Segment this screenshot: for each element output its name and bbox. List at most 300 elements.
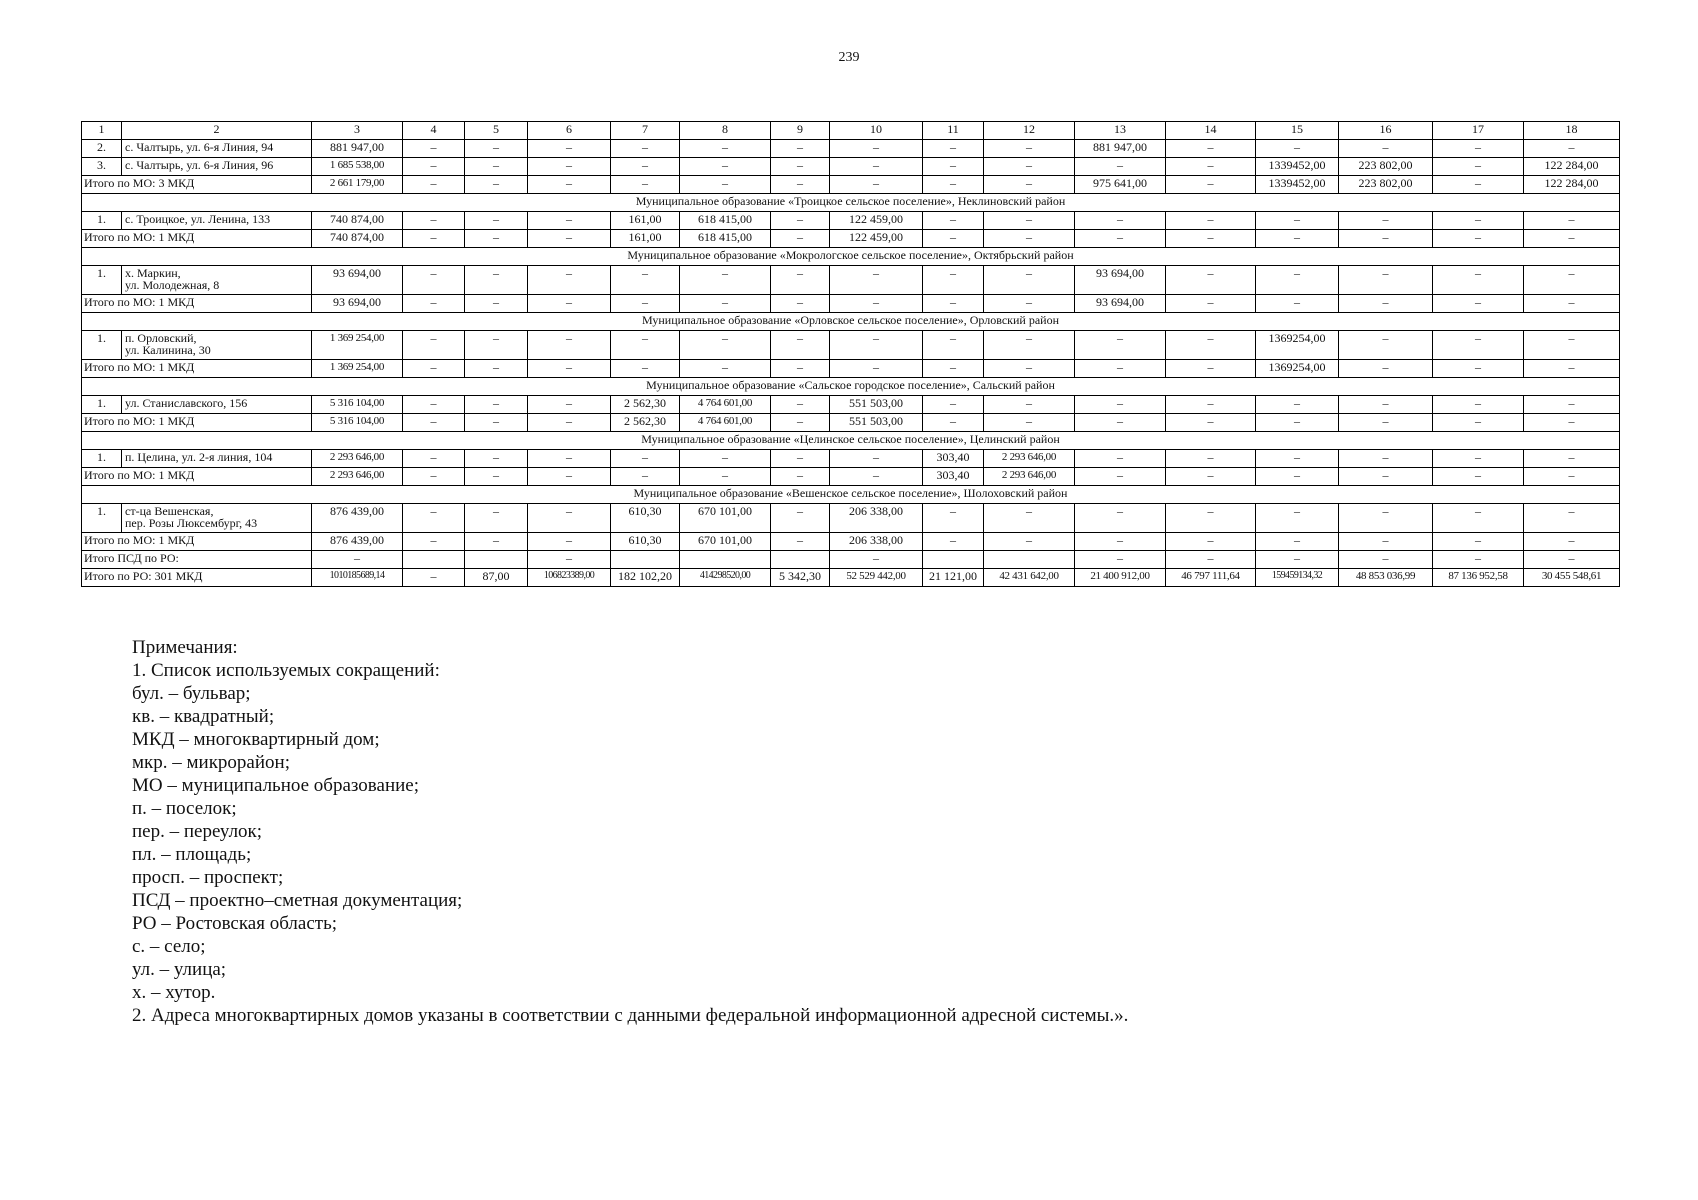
total-row (82, 569, 1620, 587)
value-cell: 610,30 (611, 504, 680, 533)
section-title: Муниципальное образование «Троицкое сельское поселение», Неклиновский район (82, 194, 1620, 212)
value-cell: – (403, 396, 465, 414)
value-cell: – (528, 468, 611, 486)
address-cell: с. Троицкое, ул. Ленина, 133 (122, 212, 312, 230)
note-line: кв. – квадратный; (132, 706, 275, 727)
value-cell: – (611, 140, 680, 158)
value-cell: 182 102,20 (611, 569, 680, 587)
value-cell: – (528, 176, 611, 194)
value-cell: 2 293 646,00 (984, 468, 1075, 486)
value-cell: – (1256, 212, 1339, 230)
note-line: х. – хутор. (132, 982, 216, 1003)
value-cell: – (1256, 533, 1339, 551)
value-cell: – (680, 176, 771, 194)
value-cell: 122 459,00 (830, 230, 923, 248)
value-cell: – (680, 158, 771, 176)
row-number: 1. (82, 504, 122, 533)
value-cell: – (528, 295, 611, 313)
value-cell: 5 316 104,00 (312, 396, 403, 414)
value-cell: – (1075, 533, 1166, 551)
value-cell: – (528, 360, 611, 378)
value-cell: – (923, 533, 984, 551)
table-row (82, 266, 1620, 295)
header-cell: 17 (1433, 122, 1524, 140)
row-number: 1. (82, 212, 122, 230)
value-cell: – (680, 450, 771, 468)
note-line: ул. – улица; (132, 959, 227, 980)
value-cell: 2 293 646,00 (312, 450, 403, 468)
value-cell: – (1075, 212, 1166, 230)
value-cell: – (1256, 504, 1339, 533)
page-number: 239 (838, 50, 860, 65)
value-cell: – (1166, 360, 1256, 378)
value-cell: 740 874,00 (312, 230, 403, 248)
value-cell: – (611, 158, 680, 176)
value-cell: 1 369 254,00 (312, 331, 403, 360)
value-cell: 2 562,30 (611, 396, 680, 414)
total-label: Итого по МО: 1 МКД (82, 468, 312, 486)
value-cell: – (1256, 414, 1339, 432)
value-cell: 670 101,00 (680, 504, 771, 533)
row-number: 1. (82, 396, 122, 414)
value-cell: – (465, 230, 528, 248)
header-cell: 2 (122, 122, 312, 140)
value-cell: 303,40 (923, 450, 984, 468)
row-number: 1. (82, 450, 122, 468)
value-cell: – (771, 468, 830, 486)
value-cell: – (771, 295, 830, 313)
value-cell: – (1075, 396, 1166, 414)
value-cell: 223 802,00 (1339, 176, 1433, 194)
value-cell: – (680, 266, 771, 295)
value-cell: 122 284,00 (1524, 176, 1620, 194)
table-row (82, 450, 1620, 468)
value-cell: – (1524, 468, 1620, 486)
value-cell: – (611, 331, 680, 360)
value-cell: – (528, 551, 611, 569)
value-cell: 21 400 912,00 (1075, 569, 1166, 587)
total-label: Итого по МО: 3 МКД (82, 176, 312, 194)
value-cell: – (1166, 158, 1256, 176)
total-row (82, 551, 1620, 569)
value-cell (611, 551, 680, 569)
total-label: Итого по МО: 1 МКД (82, 230, 312, 248)
value-cell: 551 503,00 (830, 414, 923, 432)
value-cell: – (1075, 551, 1166, 569)
value-cell: 2 562,30 (611, 414, 680, 432)
value-cell: – (528, 396, 611, 414)
value-cell: 93 694,00 (1075, 295, 1166, 313)
header-cell: 8 (680, 122, 771, 140)
value-cell: 5 342,30 (771, 569, 830, 587)
section-title: Муниципальное образование «Орловское сельское поселение», Орловский район (82, 313, 1620, 331)
section-row (82, 194, 1620, 212)
value-cell: – (771, 450, 830, 468)
section-row (82, 248, 1620, 266)
value-cell: 975 641,00 (1075, 176, 1166, 194)
note-line: пл. – площадь; (132, 844, 252, 865)
value-cell: – (1433, 158, 1524, 176)
notes-section (132, 636, 1632, 1027)
value-cell: 1369254,00 (1256, 331, 1339, 360)
value-cell: 48 853 036,99 (1339, 569, 1433, 587)
value-cell: – (680, 360, 771, 378)
value-cell: 206 338,00 (830, 533, 923, 551)
header-cell: 9 (771, 122, 830, 140)
value-cell: – (528, 331, 611, 360)
value-cell (771, 551, 830, 569)
section-title: Муниципальное образование «Целинское сельское поселение», Целинский район (82, 432, 1620, 450)
value-cell: 670 101,00 (680, 533, 771, 551)
value-cell: – (830, 450, 923, 468)
total-row (82, 360, 1620, 378)
value-cell: 93 694,00 (1075, 266, 1166, 295)
value-cell: – (1524, 360, 1620, 378)
header-cell: 6 (528, 122, 611, 140)
value-cell: – (1256, 450, 1339, 468)
value-cell: – (1256, 396, 1339, 414)
value-cell: – (1433, 360, 1524, 378)
value-cell: – (771, 331, 830, 360)
value-cell: – (984, 533, 1075, 551)
value-cell: 87 136 952,58 (1433, 569, 1524, 587)
value-cell: – (403, 158, 465, 176)
value-cell: – (1075, 158, 1166, 176)
value-cell: – (1256, 266, 1339, 295)
value-cell: 4 764 601,00 (680, 414, 771, 432)
header-cell: 18 (1524, 122, 1620, 140)
address-cell: х. Маркин, ул. Молодежная, 8 (122, 266, 312, 295)
total-label: Итого по МО: 1 МКД (82, 414, 312, 432)
value-cell: – (830, 360, 923, 378)
value-cell: – (528, 266, 611, 295)
value-cell: – (1524, 396, 1620, 414)
value-cell: – (1524, 533, 1620, 551)
value-cell (680, 551, 771, 569)
header-cell: 1 (82, 122, 122, 140)
value-cell: – (830, 176, 923, 194)
value-cell: – (403, 569, 465, 587)
total-row (82, 295, 1620, 313)
value-cell: – (465, 450, 528, 468)
value-cell: – (984, 360, 1075, 378)
value-cell: – (611, 266, 680, 295)
value-cell: – (1524, 295, 1620, 313)
value-cell: 5 316 104,00 (312, 414, 403, 432)
address-cell: п. Целина, ул. 2-я линия, 104 (122, 450, 312, 468)
value-cell: – (1433, 176, 1524, 194)
value-cell: – (465, 468, 528, 486)
header-cell: 13 (1075, 122, 1166, 140)
header-cell: 7 (611, 122, 680, 140)
value-cell: – (1166, 230, 1256, 248)
value-cell: – (1339, 331, 1433, 360)
value-cell: – (1524, 331, 1620, 360)
value-cell: 2 293 646,00 (984, 450, 1075, 468)
section-row (82, 313, 1620, 331)
table-header-row (82, 122, 1620, 140)
value-cell: – (1339, 266, 1433, 295)
value-cell: – (1339, 212, 1433, 230)
value-cell: – (1339, 140, 1433, 158)
value-cell: 2 661 179,00 (312, 176, 403, 194)
value-cell: – (1075, 230, 1166, 248)
value-cell: – (611, 176, 680, 194)
value-cell: – (1166, 551, 1256, 569)
value-cell: – (1433, 468, 1524, 486)
value-cell: – (1524, 140, 1620, 158)
note-line: п. – поселок; (132, 798, 237, 819)
value-cell: – (1166, 414, 1256, 432)
value-cell: – (830, 140, 923, 158)
value-cell: 551 503,00 (830, 396, 923, 414)
value-cell: – (771, 158, 830, 176)
value-cell: – (528, 158, 611, 176)
value-cell: 93 694,00 (312, 295, 403, 313)
value-cell: – (403, 140, 465, 158)
value-cell: 93 694,00 (312, 266, 403, 295)
value-cell: – (1166, 176, 1256, 194)
data-table (81, 121, 1620, 587)
value-cell: – (771, 176, 830, 194)
header-cell: 11 (923, 122, 984, 140)
value-cell: – (1433, 504, 1524, 533)
value-cell: – (1339, 360, 1433, 378)
total-label: Итого по РО: 301 МКД (82, 569, 312, 587)
value-cell: – (830, 158, 923, 176)
table-row (82, 140, 1620, 158)
value-cell: – (923, 230, 984, 248)
value-cell: – (1166, 266, 1256, 295)
value-cell: – (1256, 551, 1339, 569)
value-cell: – (1339, 533, 1433, 551)
value-cell: 303,40 (923, 468, 984, 486)
table-row (82, 331, 1620, 360)
value-cell: – (984, 230, 1075, 248)
value-cell: – (1339, 551, 1433, 569)
value-cell: 87,00 (465, 569, 528, 587)
note-line: с. – село; (132, 936, 206, 957)
total-label: Итого ПСД по РО: (82, 551, 312, 569)
value-cell: – (1166, 212, 1256, 230)
value-cell: 876 439,00 (312, 504, 403, 533)
value-cell: – (1524, 266, 1620, 295)
value-cell: – (1433, 212, 1524, 230)
value-cell: – (984, 295, 1075, 313)
value-cell: 122 459,00 (830, 212, 923, 230)
value-cell: – (984, 140, 1075, 158)
value-cell: – (465, 212, 528, 230)
value-cell: 2 293 646,00 (312, 468, 403, 486)
value-cell: 618 415,00 (680, 212, 771, 230)
value-cell: – (465, 140, 528, 158)
value-cell: – (984, 504, 1075, 533)
value-cell: – (465, 414, 528, 432)
value-cell: – (923, 396, 984, 414)
value-cell: 159459134,32 (1256, 569, 1339, 587)
value-cell: – (528, 414, 611, 432)
value-cell: – (1256, 468, 1339, 486)
value-cell: 161,00 (611, 212, 680, 230)
value-cell: – (830, 331, 923, 360)
value-cell (923, 551, 984, 569)
value-cell: – (1075, 414, 1166, 432)
value-cell: – (1166, 468, 1256, 486)
value-cell: – (1075, 504, 1166, 533)
value-cell: – (1524, 450, 1620, 468)
total-label: Итого по МО: 1 МКД (82, 533, 312, 551)
value-cell: – (984, 158, 1075, 176)
value-cell: 876 439,00 (312, 533, 403, 551)
value-cell: – (1075, 331, 1166, 360)
value-cell: – (1339, 468, 1433, 486)
value-cell: – (984, 414, 1075, 432)
value-cell: – (1433, 230, 1524, 248)
value-cell: – (1524, 414, 1620, 432)
value-cell: – (1433, 414, 1524, 432)
table-body (82, 122, 1620, 587)
value-cell: 1339452,00 (1256, 158, 1339, 176)
header-cell: 12 (984, 122, 1075, 140)
total-row (82, 176, 1620, 194)
total-label: Итого по МО: 1 МКД (82, 295, 312, 313)
total-row (82, 468, 1620, 486)
total-label: Итого по МО: 1 МКД (82, 360, 312, 378)
value-cell: 881 947,00 (312, 140, 403, 158)
value-cell: – (771, 533, 830, 551)
value-cell: 1 685 538,00 (312, 158, 403, 176)
table-row (82, 212, 1620, 230)
value-cell: – (680, 331, 771, 360)
section-row (82, 378, 1620, 396)
value-cell: – (465, 504, 528, 533)
row-number: 3. (82, 158, 122, 176)
value-cell: 881 947,00 (1075, 140, 1166, 158)
value-cell: – (528, 212, 611, 230)
value-cell: – (465, 176, 528, 194)
value-cell: 610,30 (611, 533, 680, 551)
header-cell: 3 (312, 122, 403, 140)
value-cell: – (465, 533, 528, 551)
value-cell: 52 529 442,00 (830, 569, 923, 587)
note-line: бул. – бульвар; (132, 683, 251, 704)
address-cell: с. Чалтырь, ул. 6-я Линия, 96 (122, 158, 312, 176)
header-cell: 14 (1166, 122, 1256, 140)
value-cell: – (923, 140, 984, 158)
value-cell: 42 431 642,00 (984, 569, 1075, 587)
value-cell: – (528, 504, 611, 533)
value-cell: – (1433, 140, 1524, 158)
value-cell: – (1166, 504, 1256, 533)
value-cell: 740 874,00 (312, 212, 403, 230)
value-cell: – (680, 468, 771, 486)
value-cell: 161,00 (611, 230, 680, 248)
value-cell: – (1339, 295, 1433, 313)
row-number: 1. (82, 331, 122, 360)
value-cell: – (528, 533, 611, 551)
value-cell: – (403, 212, 465, 230)
value-cell: – (403, 331, 465, 360)
value-cell: – (771, 396, 830, 414)
section-row (82, 486, 1620, 504)
note-line: 1. Список используемых сокращений: (132, 660, 440, 681)
value-cell: 1369254,00 (1256, 360, 1339, 378)
value-cell: – (1166, 295, 1256, 313)
table-row (82, 396, 1620, 414)
value-cell: – (1256, 140, 1339, 158)
value-cell: – (528, 450, 611, 468)
note-line: мкр. – микрорайон; (132, 752, 290, 773)
value-cell: – (771, 414, 830, 432)
value-cell: – (611, 450, 680, 468)
value-cell: – (771, 360, 830, 378)
header-cell: 4 (403, 122, 465, 140)
note-line: пер. – переулок; (132, 821, 263, 842)
value-cell: – (984, 212, 1075, 230)
value-cell: – (403, 504, 465, 533)
value-cell: – (830, 551, 923, 569)
value-cell: – (528, 140, 611, 158)
table-row (82, 158, 1620, 176)
value-cell: – (771, 212, 830, 230)
value-cell: – (1433, 551, 1524, 569)
total-row (82, 230, 1620, 248)
value-cell: – (465, 396, 528, 414)
value-cell: – (680, 140, 771, 158)
value-cell: – (465, 331, 528, 360)
value-cell: – (771, 504, 830, 533)
value-cell: – (984, 331, 1075, 360)
total-row (82, 414, 1620, 432)
value-cell: – (1166, 140, 1256, 158)
value-cell: – (403, 266, 465, 295)
value-cell: – (528, 230, 611, 248)
value-cell: – (403, 414, 465, 432)
value-cell: – (1433, 266, 1524, 295)
value-cell: – (923, 266, 984, 295)
note-line: МКД – многоквартирный дом; (132, 729, 380, 750)
value-cell: 223 802,00 (1339, 158, 1433, 176)
value-cell: – (1339, 504, 1433, 533)
value-cell: – (403, 533, 465, 551)
value-cell: – (830, 468, 923, 486)
header-cell: 5 (465, 122, 528, 140)
address-cell: с. Чалтырь, ул. 6-я Линия, 94 (122, 140, 312, 158)
value-cell: – (923, 176, 984, 194)
value-cell: – (1433, 533, 1524, 551)
value-cell: – (1339, 414, 1433, 432)
row-number: 1. (82, 266, 122, 295)
value-cell: 1010185689,14 (312, 569, 403, 587)
value-cell: 106823389,00 (528, 569, 611, 587)
value-cell: – (1256, 295, 1339, 313)
value-cell: – (1075, 450, 1166, 468)
value-cell: 618 415,00 (680, 230, 771, 248)
value-cell: – (403, 450, 465, 468)
value-cell (984, 551, 1075, 569)
address-cell: ст-ца Вешенская, пер. Розы Люксембург, 43 (122, 504, 312, 533)
value-cell: 1339452,00 (1256, 176, 1339, 194)
value-cell: – (1433, 450, 1524, 468)
value-cell: – (403, 295, 465, 313)
value-cell (403, 551, 465, 569)
header-cell: 15 (1256, 122, 1339, 140)
value-cell: – (611, 468, 680, 486)
note-line: 2. Адреса многоквартирных домов указаны в соответствии с данными федеральной информационной адресной системы.». (132, 1005, 1129, 1026)
value-cell: – (403, 360, 465, 378)
value-cell: – (611, 295, 680, 313)
value-cell: – (923, 158, 984, 176)
